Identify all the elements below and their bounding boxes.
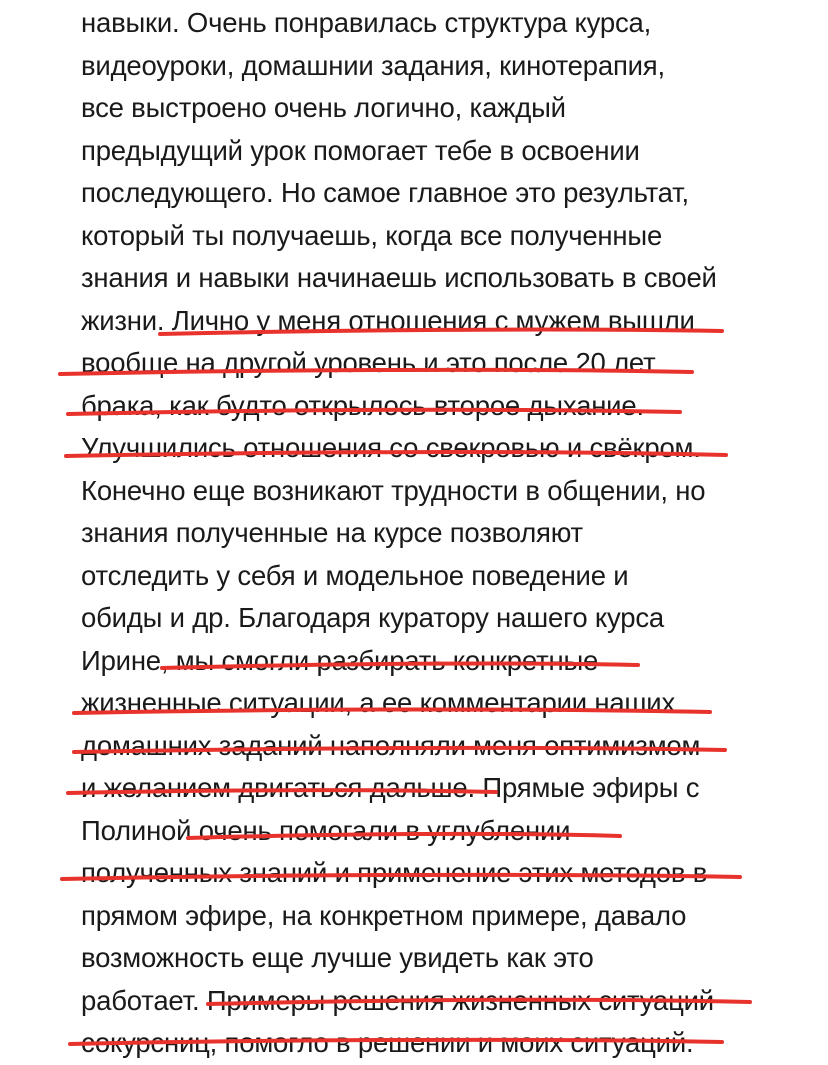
review-text [81, 0, 801, 1065]
review-line: работает. Примеры решения жизненных ситуаций [81, 984, 714, 1016]
review-line: предыдущий урок помогает тебе в освоении [81, 134, 640, 166]
review-line: Улучшились отношения со свекровью и свёкром. [81, 432, 701, 463]
review-line: жизни. Лично у меня отношения с мужем вышли [81, 304, 695, 336]
review-line: видеоуроки, домашнии задания, кинотерапия, [81, 49, 665, 81]
review-line: который ты получаешь, когда все полученные [81, 219, 663, 251]
review-line: знания и навыки начинаешь использовать в своей [81, 262, 717, 293]
review-line: все выстроено очень логично, каждый [81, 92, 566, 123]
review-line: отследить у себя и модельное поведение и [81, 559, 629, 591]
review-line: жизненные ситуации, а ее комментарии наших [81, 687, 676, 718]
review-line: вообще на другой уровень и это после 20 лет [81, 347, 656, 378]
review-line: знания полученные на курсе позволяют [81, 517, 583, 548]
review-line: Ирине, мы смогли разбирать конкретные [81, 644, 599, 676]
review-line: и желанием двигаться дальше. Прямые эфиры с [81, 772, 700, 803]
review-line: прямом эфире, на конкретном примере, давало [81, 899, 687, 931]
review-line: брака, как будто открылось второе дыхание. [81, 389, 644, 421]
review-line: навыки. Очень понравилась структура курса, [81, 7, 652, 38]
review-line: полученных знаний и применение этих методов в [81, 857, 708, 888]
review-line: последующего. Но самое главное это результат, [81, 177, 689, 208]
review-line: Полиной очень помогали в углублении [81, 814, 571, 846]
review-line: обиды и др. Благодаря куратору нашего курса [81, 602, 664, 633]
review-line: возможность еще лучше увидеть как это [81, 942, 594, 973]
review-line: Конечно еще возникают трудности в общении, но [81, 474, 706, 506]
review-line: домашних заданий наполняли меня оптимизмом [81, 729, 701, 761]
review-line: сокурсниц, помогло в решении и моих ситуаций. [81, 1027, 694, 1058]
